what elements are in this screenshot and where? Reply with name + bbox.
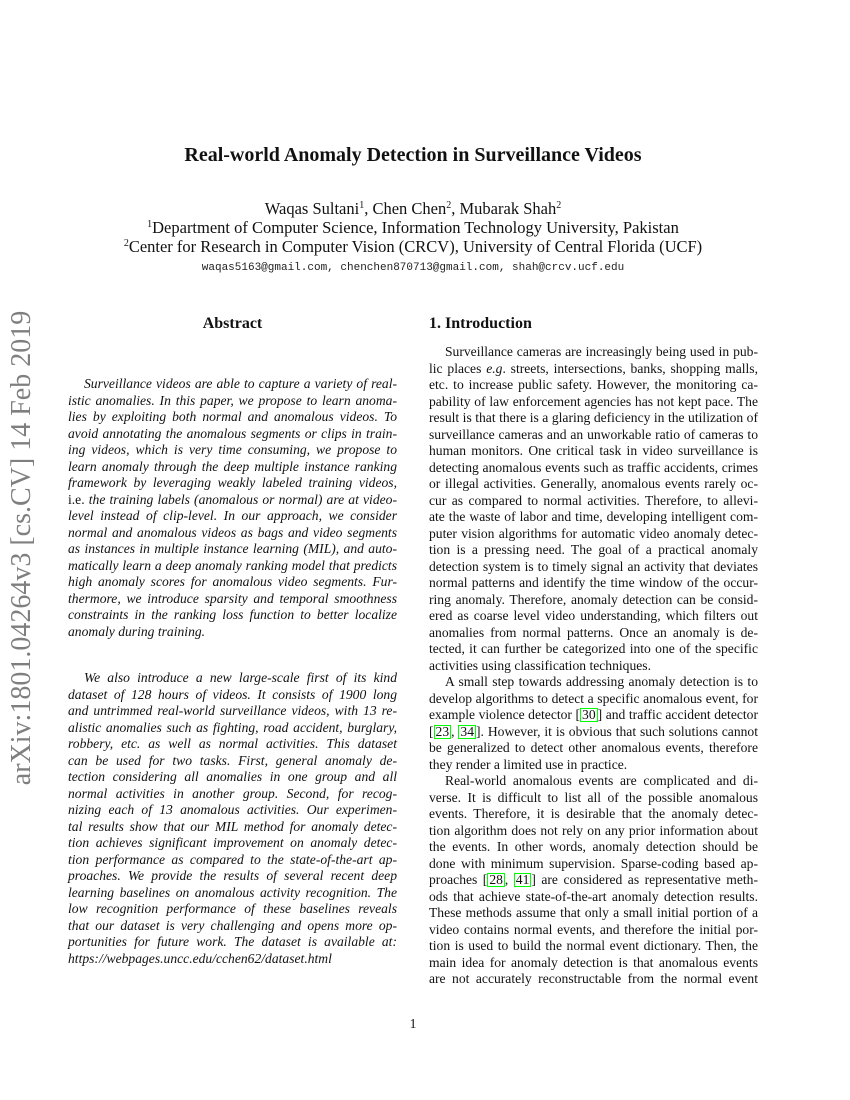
text-line: We also introduce a new large-scale first of its kind — [84, 670, 397, 685]
intro-paragraph — [429, 773, 758, 988]
abstract-heading: Abstract — [202, 315, 263, 332]
text-line: low recognition performance of these baselines reveals — [68, 901, 397, 916]
text-line: can be used for two tasks. First, general anomaly de- — [68, 752, 397, 768]
affiliation — [0, 237, 826, 257]
text-segment: ] and traffic accident detector — [597, 707, 758, 722]
text-line: robbery, etc. as well as normal activities. This dataset — [68, 736, 397, 751]
text-line: framework by leveraging weakly labeled training videos, — [68, 475, 397, 490]
text-segment: example violence detector [ — [429, 707, 581, 722]
text-line: anomaly during training. — [68, 623, 206, 639]
text-line: These methods assume that only a small initial portion of a — [429, 905, 758, 920]
arxiv-stamp: arXiv:1801.04264v3 [cs.CV] 14 Feb 2019 — [6, 310, 37, 786]
text-line: verse. It is difficult to list all of the possible anomalous — [429, 789, 758, 805]
affil-text: Center for Research in Computer Vision (CRCV), University of Central Florida (UCF) — [128, 237, 703, 256]
text-line: detecting anomalous events such as traffic accidents, crimes — [429, 459, 758, 475]
text-line: human monitors. One critical task in video surveillance is — [429, 443, 758, 458]
text-line: high anomaly scores for anomalous video segments. Fur- — [68, 574, 397, 589]
text-line: lies by exploiting both normal and anomalous videos. To — [68, 409, 397, 424]
paper-title: Real-world Anomaly Detection in Surveillance Videos — [184, 144, 642, 166]
text-line: tection considering all anomalies in one group and all — [68, 769, 397, 784]
text-line: proaches. We provide the results of several recent deep — [68, 868, 397, 883]
affiliation — [0, 218, 826, 238]
text-line: Surveillance videos are able to capture a variety of real- — [84, 376, 397, 391]
text-line: tected, it can further be categorized into one of the specific — [429, 641, 758, 656]
text-line: tion is a pressing need. The goal of a practical anomaly — [429, 542, 758, 557]
text-line: portunities for future work. The dataset is available at: — [68, 934, 397, 949]
text-line: normal and anomalous videos as bags and video segments — [68, 524, 397, 540]
text-line — [429, 872, 758, 889]
text-line: matically learn a deep anomaly ranking model that predicts — [68, 557, 397, 573]
text-segment: proaches [ — [429, 872, 488, 887]
text-line: dataset of 128 hours of videos. It consists of 1900 long — [68, 686, 397, 702]
intro-paragraph — [429, 344, 758, 674]
text-line: thermore, we introduce sparsity and temporal smoothness — [68, 590, 397, 606]
text-line: the events. In other words, anomaly detection should be — [429, 839, 758, 854]
text-line: level instead of clip-level. In our approach, we consider — [68, 508, 397, 523]
text-segment: , — [451, 723, 459, 739]
text-line: are not accurately reconstructable from the normal event — [429, 971, 758, 986]
introduction-heading: 1. Introduction — [429, 315, 532, 332]
text-line: Surveillance cameras are increasingly being used in pub- — [445, 344, 758, 359]
text-line — [429, 707, 758, 724]
abstract-paragraph — [68, 376, 397, 640]
text-line: tal results show that our MIL method for anomaly detec- — [68, 818, 397, 834]
text-line — [429, 361, 758, 378]
text-line: normal activities in another group. Second, for recog- — [68, 785, 397, 801]
author-name: Mubarak Shah — [459, 199, 557, 218]
text-line: surveillance cameras and an unworkable ratio of cameras to — [429, 426, 758, 442]
author-name: Chen Chen — [372, 199, 447, 218]
text-line: normal patterns and identify the time window of the occur- — [429, 575, 758, 590]
text-line: cur as compared to normal activities. Therefore, to allevi- — [429, 492, 758, 508]
text-line: and untrimmed real-world surveillance videos, with 13 re- — [68, 703, 397, 718]
text-segment: the training labels (anomalous or normal) are at video- — [84, 491, 397, 507]
text-line: https://webpages.uncc.edu/cchen62/dataset.html — [68, 950, 332, 966]
author-affil-mark: 2 — [446, 200, 452, 211]
citation-link[interactable]: 34 — [460, 723, 475, 739]
text-line: Real-world anomalous events are complicated and di- — [445, 773, 758, 788]
text-line: as instances in multiple instance learning (MIL), and auto- — [68, 541, 397, 556]
affil-mark: 1 — [147, 219, 153, 230]
text-segment: [ — [429, 723, 434, 739]
affil-mark: 2 — [123, 238, 129, 249]
text-line: be generalized to detect other anomalous events, therefore — [429, 740, 758, 755]
text-line: that our dataset is very challenging and opens more op- — [68, 917, 397, 933]
text-line: result is that there is a glaring deficiency in the utilization of — [429, 410, 758, 425]
introduction-body — [429, 344, 758, 988]
text-line: ing videos, which is very time consuming, we propose to — [68, 442, 397, 457]
text-line: ods that achieve state-of-the-art anomaly detection results. — [429, 888, 758, 904]
page-number: 1 — [409, 1016, 417, 1031]
text-line — [429, 724, 758, 741]
text-line: ered as coarse level video understanding, which filters out — [429, 608, 758, 623]
citation-link[interactable]: 23 — [435, 723, 450, 739]
author-name: Waqas Sultani — [264, 199, 360, 218]
citation-link[interactable]: 28 — [489, 872, 503, 887]
text-line: tion algorithm does not rely on any prior information about — [429, 822, 758, 838]
text-line: tion performance as compared to the state-of-the-art ap- — [68, 851, 397, 867]
text-line: A small step towards addressing anomaly detection is to — [445, 674, 758, 689]
text-line — [68, 492, 397, 509]
text-line: events. Therefore, it is desirable that the anomaly detec- — [429, 806, 758, 821]
text-line: tion is used to build the normal event dictionary. Then, the — [429, 938, 758, 953]
text-line: nizing each of 13 anomalous activities. Our experimen- — [68, 802, 397, 817]
text-line: ring anomaly. Therefore, anomaly detection can be consid- — [429, 591, 758, 607]
text-line: istic anomalies. In this paper, we propose to learn anoma- — [68, 392, 397, 408]
text-line: pability of law enforcement agencies has not kept pace. The — [429, 393, 758, 409]
text-segment: . streets, intersections, banks, shopping malls, — [502, 360, 758, 376]
author-list: Waqas Sultani$^1$, Chen Chen$^2$, Mubarak Shah$^2$ — [264, 199, 562, 218]
text-line: develop algorithms to detect a specific anomalous event, for — [429, 690, 758, 706]
text-line: activities using classification techniques. — [429, 657, 651, 673]
text-line: anomalies from normal patterns. Once an anomaly is de- — [429, 624, 758, 640]
text-line: tion achieves significant improvement on anomaly detec- — [68, 835, 397, 850]
affil-text: Department of Computer Science, Information Technology University, Pakistan — [152, 218, 679, 237]
citation-link[interactable]: 41 — [515, 872, 530, 887]
text-line: they render a limited use in practice. — [429, 756, 628, 772]
text-line: alistic anomalies such as fighting, road accident, burglary, — [68, 719, 397, 735]
citation-link[interactable]: 30 — [582, 707, 596, 722]
author-affil-mark: 2 — [556, 200, 562, 211]
text-line: learning baselines on anomalous activity recognition. The — [68, 884, 397, 900]
text-line: video contains normal events, and therefore the initial por- — [429, 921, 758, 937]
text-line: learn anomaly through the deep multiple instance ranking — [68, 458, 397, 474]
text-line: detection system is to timely signal an activity that deviates — [429, 558, 758, 574]
intro-paragraph — [429, 674, 758, 773]
text-segment: ] are considered as representative meth- — [531, 872, 759, 887]
text-line: puter vision algorithms for automatic video anomaly detec- — [429, 525, 758, 541]
text-line: avoid annotating the anomalous segments or clips in train- — [68, 425, 397, 441]
text-segment: ]. However, it is obvious that such solutions cannot — [476, 723, 758, 739]
text-segment: , — [504, 872, 514, 887]
abstract-paragraph — [68, 670, 397, 967]
text-line: constraints in the ranking loss function to better localize — [68, 607, 397, 622]
author-affil-mark: 1 — [359, 200, 365, 211]
text-line: etc. to increase public safety. However, the monitoring ca- — [429, 377, 758, 392]
text-segment: i.e. — [68, 491, 85, 507]
text-segment: e.g — [486, 360, 503, 376]
text-line: main idea for anomaly detection is that anomalous events — [429, 954, 758, 970]
text-segment: lic places — [429, 360, 487, 376]
text-line: done with minimum supervision. Sparse-coding based ap- — [429, 855, 758, 871]
text-line: ate the waste of labor and time, developing intelligent com- — [429, 509, 758, 524]
text-line: or illegal activities. Generally, anomalous events rarely oc- — [429, 476, 758, 491]
author-emails: waqas5163@gmail.com, chenchen870713@gmail.com, shah@crcv.ucf.edu — [201, 262, 625, 274]
